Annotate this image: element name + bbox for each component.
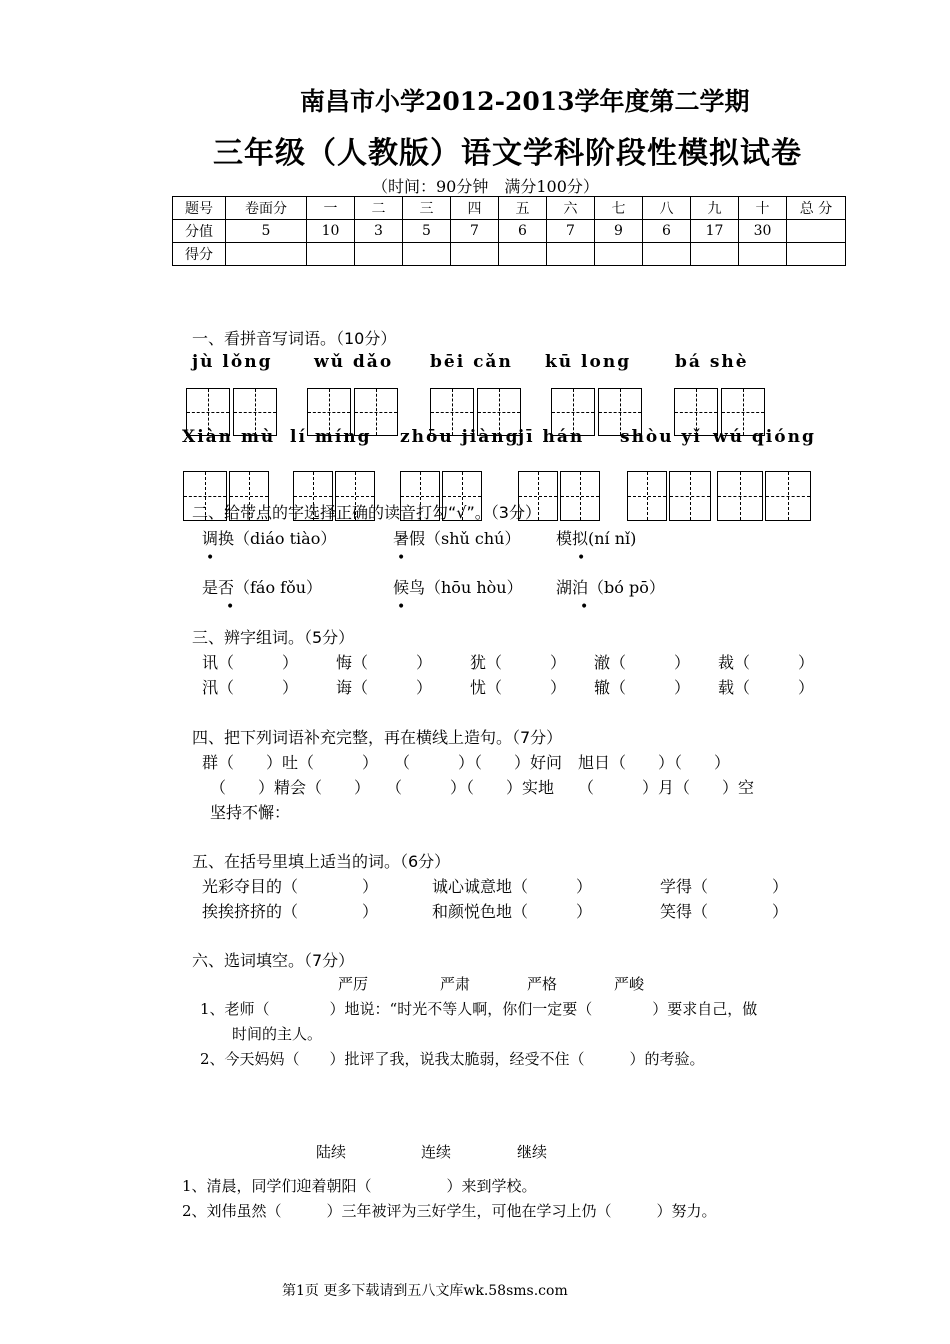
- pinyin: Xiàn mù: [182, 427, 276, 447]
- table-cell: 10: [307, 220, 355, 243]
- word-item: 汛（ ）: [202, 678, 299, 697]
- pinyin: zhōu jiàng: [400, 427, 520, 447]
- table-cell: [355, 243, 403, 266]
- fill-item: 诚心诚意地（ ）: [432, 877, 593, 896]
- table-cell: [547, 243, 595, 266]
- score-table-header-row: [173, 197, 846, 220]
- table-cell: [307, 243, 355, 266]
- reading-option: 模拟(ní nǐ): [556, 529, 637, 548]
- word-option: 严肃: [440, 975, 471, 993]
- question-text: 时间的主人。: [232, 1025, 323, 1043]
- emphasis-dot: •: [397, 599, 406, 615]
- table-cell: 六: [547, 197, 595, 220]
- emphasis-dot: •: [206, 550, 215, 566]
- pinyin: lí míng: [290, 427, 372, 447]
- writing-box[interactable]: [627, 471, 667, 521]
- table-cell: 得分: [173, 243, 226, 266]
- table-cell: 7: [547, 220, 595, 243]
- section-2-heading: 二、给带点的字选择正确的读音打勾“√”。（3分）: [192, 503, 541, 522]
- table-cell: 分值: [173, 220, 226, 243]
- table-cell: [787, 243, 846, 266]
- pinyin: jī hán: [518, 427, 585, 447]
- fill-item: 和颜悦色地（ ）: [432, 902, 593, 921]
- pinyin: jù lǒng: [192, 352, 273, 372]
- table-cell: 一: [307, 197, 355, 220]
- word-option: 陆续: [316, 1143, 347, 1161]
- pinyin: wú qióng: [713, 427, 816, 447]
- word-option: 连续: [421, 1143, 452, 1161]
- fill-item: 光彩夺目的（ ）: [202, 877, 379, 896]
- word-item: 悔（ ）: [336, 653, 433, 672]
- table-cell: 5: [403, 220, 451, 243]
- fill-item: 挨挨挤挤的（ ）: [202, 902, 379, 921]
- table-cell: 6: [499, 220, 547, 243]
- table-cell: 17: [691, 220, 739, 243]
- reading-option: 暑假（shǔ chú）: [393, 529, 521, 548]
- table-cell: 9: [595, 220, 643, 243]
- word-item: 载（ ）: [718, 678, 815, 697]
- word-item: 忧（ ）: [470, 678, 567, 697]
- word-option: 严格: [527, 975, 558, 993]
- table-cell: 五: [499, 197, 547, 220]
- table-cell: [787, 220, 846, 243]
- table-cell: [643, 243, 691, 266]
- page-footer: 第1页 更多下载请到五八文库wk.58sms.com: [282, 1283, 568, 1299]
- word-item: 诲（ ）: [336, 678, 433, 697]
- table-cell: 7: [451, 220, 499, 243]
- question-text: 2、刘伟虽然（ ）三年被评为三好学生，可他在学习上仍（ ）努力。: [182, 1202, 717, 1220]
- fill-item: 学得（ ）: [660, 877, 789, 896]
- idiom-line: 群（ ）吐（ ） （ ）（ ）好问 旭日（ ）（ ）: [202, 753, 731, 772]
- table-cell: [739, 243, 787, 266]
- pinyin: bá shè: [675, 352, 749, 372]
- question-text: 1、清晨，同学们迎着朝阳（ ）来到学校。: [182, 1177, 537, 1195]
- word-item: 讯（ ）: [202, 653, 299, 672]
- word-option: 继续: [517, 1143, 548, 1161]
- table-cell: 七: [595, 197, 643, 220]
- question-text: 2、今天妈妈（ ）批评了我，说我太脆弱，经受不住（ ）的考验。: [200, 1050, 705, 1068]
- word-option: 严厉: [338, 975, 369, 993]
- reading-option: 是否（fáo fǒu）: [202, 578, 323, 597]
- table-cell: 总 分: [787, 197, 846, 220]
- word-item: 辙（ ）: [594, 678, 691, 697]
- table-cell: 四: [451, 197, 499, 220]
- table-cell: [226, 243, 307, 266]
- score-table-value-row: [173, 220, 846, 243]
- question-text: 1、老师（ ）地说：“时光不等人啊，你们一定要（ ）要求自己，做: [200, 1000, 758, 1018]
- emphasis-dot: •: [580, 599, 589, 615]
- word-item: 澈（ ）: [594, 653, 691, 672]
- table-cell: [403, 243, 451, 266]
- table-cell: [451, 243, 499, 266]
- writing-box[interactable]: [717, 471, 763, 521]
- table-cell: [499, 243, 547, 266]
- writing-box[interactable]: [560, 471, 600, 521]
- reading-option: 湖泊（bó pō）: [556, 578, 665, 597]
- emphasis-dot: •: [226, 599, 235, 615]
- table-cell: [691, 243, 739, 266]
- table-cell: 30: [739, 220, 787, 243]
- section-6-heading: 六、选词填空。（7分）: [192, 951, 355, 970]
- idiom-line: （ ）精会（ ） （ ）（ ）实地 （ ）月（ ）空: [210, 778, 755, 797]
- section-5-heading: 五、在括号里填上适当的词。（6分）: [192, 852, 451, 871]
- table-cell: [595, 243, 643, 266]
- writing-box[interactable]: [669, 471, 711, 521]
- exam-title: 三年级（人教版）语文学科阶段性模拟试卷: [213, 136, 802, 171]
- word-item: 裁（ ）: [718, 653, 815, 672]
- pinyin: wǔ dǎo: [314, 352, 394, 372]
- emphasis-dot: •: [397, 550, 406, 566]
- section-3-heading: 三、辨字组词。（5分）: [192, 628, 355, 647]
- pinyin: shòu yǐ: [620, 427, 702, 447]
- table-cell: 二: [355, 197, 403, 220]
- section-4-heading: 四、把下列词语补充完整，再在横线上造句。（7分）: [192, 728, 563, 747]
- pinyin: bēi cǎn: [430, 352, 513, 372]
- exam-header-line1: 南昌市小学2012-2013学年度第二学期: [300, 87, 750, 116]
- exam-subtitle: （时间：90分钟 满分100分）: [372, 177, 599, 196]
- word-option: 严峻: [614, 975, 645, 993]
- table-cell: 5: [226, 220, 307, 243]
- writing-box[interactable]: [765, 471, 811, 521]
- table-cell: 3: [355, 220, 403, 243]
- table-cell: 三: [403, 197, 451, 220]
- table-cell: 九: [691, 197, 739, 220]
- emphasis-dot: •: [577, 550, 586, 566]
- pinyin: kū long: [545, 352, 632, 372]
- fill-item: 笑得（ ）: [660, 902, 789, 921]
- table-cell: 八: [643, 197, 691, 220]
- reading-option: 调换（diáo tiào）: [202, 529, 337, 548]
- reading-option: 候鸟（hōu hòu）: [393, 578, 523, 597]
- table-cell: 卷面分: [226, 197, 307, 220]
- table-cell: 十: [739, 197, 787, 220]
- sentence-prompt: 坚持不懈：: [210, 803, 291, 822]
- score-table-score-row: [173, 243, 846, 266]
- section-1-heading: 一、看拼音写词语。（10分）: [192, 329, 397, 348]
- word-item: 犹（ ）: [470, 653, 567, 672]
- score-table: [172, 196, 846, 266]
- table-cell: 6: [643, 220, 691, 243]
- table-cell: 题号: [173, 197, 226, 220]
